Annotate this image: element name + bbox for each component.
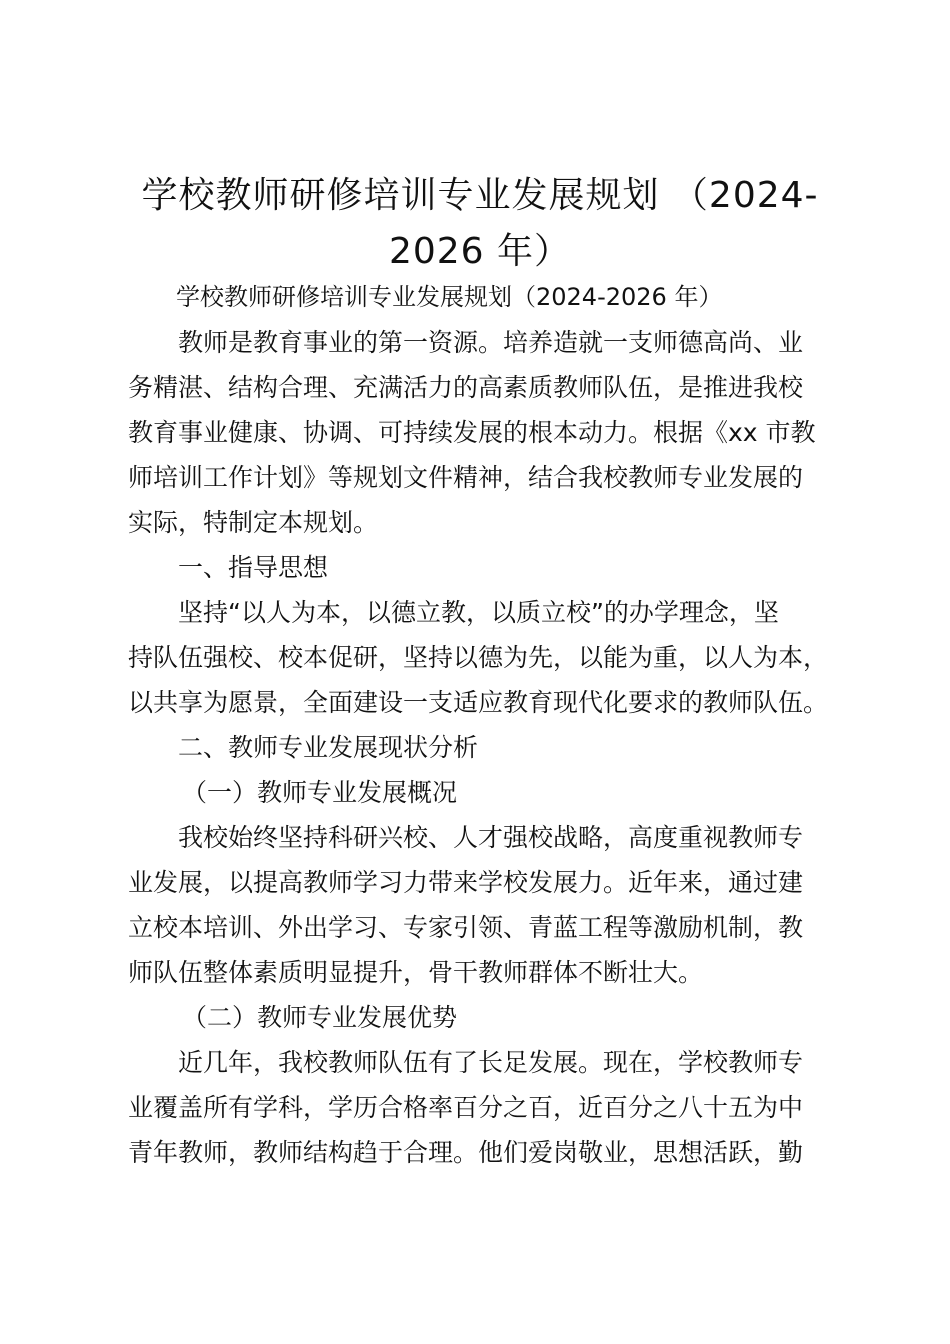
text-line: 二、教师专业发展现状分析 [178,733,479,762]
text-line: 师培训工作计划》等规划文件精神，结合我校教师专业发展的 [128,463,804,492]
text-line: 我校始终坚持科研兴校、人才强校战略，高度重视教师专 [178,823,804,852]
title-line-1: 学校教师研修培训专业发展规划 （2024- [141,175,819,216]
text-line: 业覆盖所有学科，学历合格率百分之百，近百分之八十五为中 [128,1093,804,1122]
text-line: 教育事业健康、协调、可持续发展的根本动力。根据《xx 市教 [128,418,816,447]
text-line: （一）教师专业发展概况 [182,778,458,807]
text-line: （二）教师专业发展优势 [182,1003,458,1032]
document-body [128,275,848,1175]
document-title [140,168,820,280]
text-line: 务精湛、结构合理、充满活力的高素质教师队伍，是推进我校 [128,373,804,402]
text-line: 坚持“以人为本，以德立教，以质立校”的办学理念，坚 [178,598,779,627]
text-line: 一、指导思想 [178,553,329,582]
text-line: 师队伍整体素质明显提升，骨干教师群体不断壮大。 [128,958,704,987]
text-line: 持队伍强校、校本促研，坚持以德为先，以能为重，以人为本， [128,643,829,672]
text-line: 以共享为愿景，全面建设一支适应教育现代化要求的教师队伍。 [128,688,829,717]
text-line: 教师是教育事业的第一资源。培养造就一支师德高尚、业 [178,328,804,357]
text-line: 近几年，我校教师队伍有了长足发展。现在，学校教师专 [178,1048,804,1077]
text-line: 学校教师研修培训专业发展规划（2024-2026 年） [176,283,723,311]
text-line: 业发展，以提高教师学习力带来学校发展力。近年来，通过建 [128,868,804,897]
text-line: 立校本培训、外出学习、专家引领、青蓝工程等激励机制，教 [128,913,804,942]
text-line: 青年教师，教师结构趋于合理。他们爱岗敬业，思想活跃，勤 [128,1138,804,1167]
text-line: 实际，特制定本规划。 [128,508,379,537]
title-line-2: 2026 年） [388,231,572,272]
